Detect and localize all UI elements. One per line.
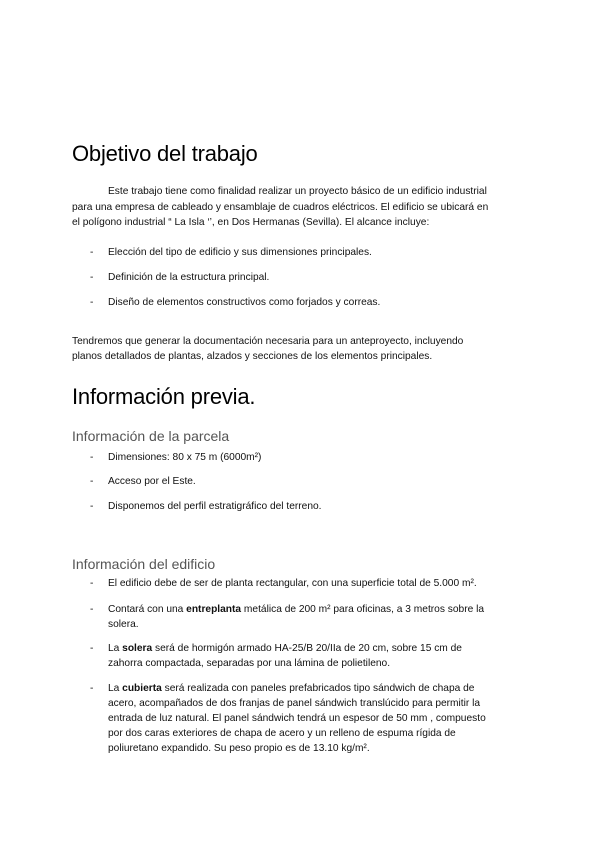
bullet-dash: - (90, 476, 94, 487)
list-item: Elección del tipo de edificio y sus dimensiones principales. (108, 247, 372, 258)
bullet-dash: - (90, 604, 94, 615)
bullet-dash: - (90, 683, 94, 694)
list-item-continuation: poliuretano expandido. Su peso propio es de 13.10 kg/m². (108, 743, 370, 754)
bullet-dash: - (90, 272, 94, 283)
bullet-dash: - (90, 452, 94, 463)
list-item-continuation: zahorra compactada, separadas por una lámina de polietileno. (108, 658, 391, 669)
bullet-dash: - (90, 578, 94, 589)
bullet-dash: - (90, 501, 94, 512)
objective-intro-line-1: Este trabajo tiene como finalidad realizar un proyecto básico de un edificio industrial (108, 186, 487, 197)
bullet-dash: - (90, 247, 94, 258)
objective-intro-line-2: para una empresa de cableado y ensamblaje de cuadros eléctricos. El edificio se ubicará en (72, 202, 489, 213)
list-item: Contará con una entreplanta metálica de 200 m² para oficinas, a 3 metros sobre la (108, 604, 485, 615)
list-item-continuation: por dos caras exteriores de chapa de acero y un relleno de espuma rígida de (108, 728, 456, 739)
list-item: Diseño de elementos constructivos como forjados y correas. (108, 297, 381, 308)
objective-heading: Objetivo del trabajo (72, 141, 258, 166)
bold-term: entreplanta (186, 604, 242, 615)
bullet-dash: - (90, 643, 94, 654)
objective-intro-line-3: el polígono industrial “ La Isla ‘’, en Dos Hermanas (Sevilla). El alcance incluye: (72, 217, 430, 228)
list-item: Disponemos del perfil estratigráfico del terreno. (108, 501, 322, 512)
list-item-continuation: solera. (108, 619, 139, 630)
list-item: La cubierta será realizada con paneles prefabricados tipo sándwich de chapa de (108, 683, 475, 694)
list-item: La solera será de hormigón armado HA-25/B 20/IIa de 20 cm, sobre 15 cm de (108, 643, 462, 654)
bullet-dash: - (90, 297, 94, 308)
list-item-continuation: entrada de luz natural. El panel sándwich tendrá un espesor de 50 mm , compuesto (108, 713, 486, 724)
list-item: Definición de la estructura principal. (108, 272, 270, 283)
list-item: El edificio debe de ser de planta rectangular, con una superficie total de 5.000 m². (108, 578, 477, 589)
building-heading: Información del edificio (72, 556, 216, 572)
list-item-continuation: acero, acompañados de dos franjas de panel sándwich translúcido para permitir la (108, 698, 481, 709)
objective-closing-line-1: Tendremos que generar la documentación necesaria para un anteproyecto, incluyendo (72, 336, 464, 347)
list-item: Dimensiones: 80 x 75 m (6000m²) (108, 452, 262, 463)
previous-info-heading: Información previa. (72, 384, 256, 409)
bold-term: cubierta (122, 683, 162, 694)
parcel-heading: Información de la parcela (72, 428, 230, 444)
list-item: Acceso por el Este. (108, 476, 196, 487)
bold-term: solera (122, 643, 153, 654)
objective-closing-line-2: planos detallados de plantas, alzados y secciones de los elementos principales. (72, 351, 433, 362)
